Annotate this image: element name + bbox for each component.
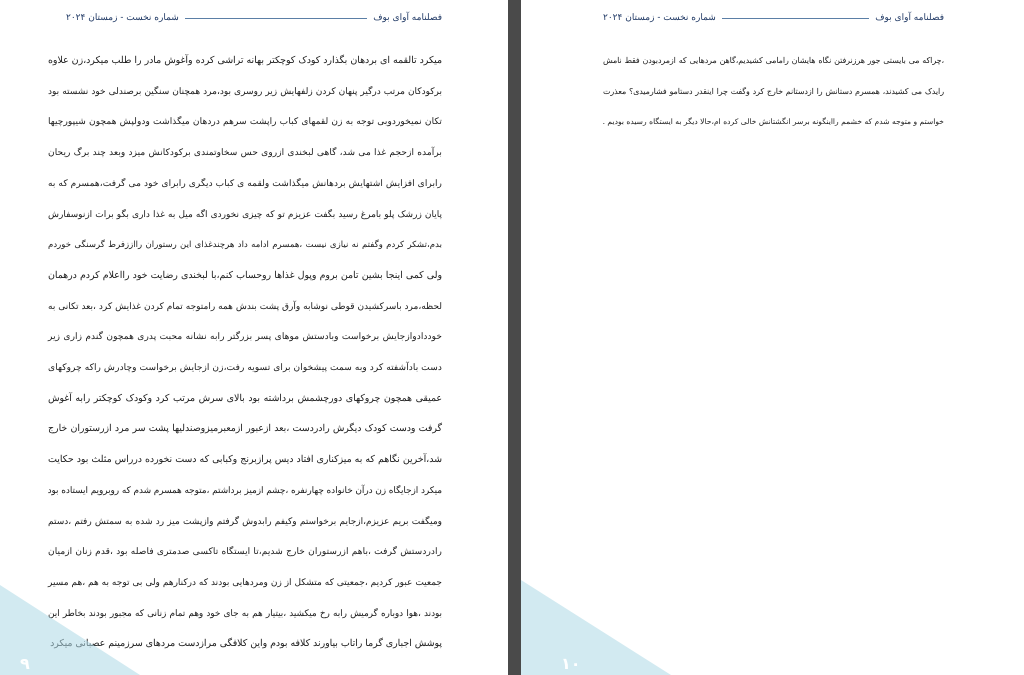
- document-page-right: [521, 0, 1024, 675]
- page-corner-decoration: [521, 580, 671, 675]
- text-line: ومیگفت بریم عزیزم،ازجایم برخواستم وکیفم رابدوش گرفتم وازپشت میز رد شده به سمتش رفتم ،دستم: [48, 516, 442, 527]
- page-body-text: [603, 46, 944, 138]
- journal-title: فصلنامه آوای بوف: [373, 13, 442, 23]
- text-line: شد،آخرین نگاهم که به میزکناری افتاد دیس پرازبرنج وکبابی که دست نخورده درراس مثلث بود حکایت: [48, 454, 442, 466]
- issue-label: شماره نخست - زمستان ۲۰۲۴: [66, 13, 179, 23]
- text-line: رایدک می کشیدند، همسرم دستانش را ازدستانم خارج کرد وگفت چرا اینقدر دستامو فشارمیدی؟ معذرت: [603, 86, 944, 96]
- page-number: ۹: [20, 654, 30, 673]
- text-line: میکرد ازجایگاه زن درآن خانواده چهارنفره ،چشم ازمیز برداشتم ،متوجه همسرم شدم که روبرویم ایستاده بود: [47, 485, 442, 496]
- text-line: جمعیت عبور کردیم ،جمعیتی که متشکل از زن ومردهایی بودند که درکنارهم ولی بی توجه به هم ،هم مسیر: [48, 577, 442, 588]
- text-line: برآمده ازحجم غذا می شد، گاهی لبخندی ازروی حس سخاوتمندی برکودکانش میزد وبعد چند برگ ریحان: [48, 147, 442, 159]
- text-line: برکودکان مرتب درگیر پنهان کردن زلفهایش زیر روسری بود،مرد همچنان سنگین برصندلی خود نشسته بود: [48, 86, 442, 97]
- text-line: رادردستش گرفت ،باهم ازرستوران خارج شدیم،تا ایستگاه تاکسی صدمتری فاصله بود ،قدم زنان ازمیان: [48, 546, 442, 558]
- text-line: تکان نمیخوردوبی توجه به زن لقمهای کباب راپشت سرهم دردهان میگذاشت ودولپش همچون شیپورچیها: [48, 116, 442, 128]
- text-line: عمیقی همچون چروکهای دورچشمش برداشته بود بالای سرش مرتب کرد وکودک کوچکتر رابه آغوش: [48, 392, 442, 404]
- text-line: میکرد تالقمه ای بردهان بگذارد کودک کوچکتر بهانه تراشی کرده وآغوش مادر را طلب میکرد،زن علاوه: [48, 55, 442, 66]
- page-header: [66, 13, 442, 23]
- text-line: خواستم و متوجه شدم که خشمم رااینگونه برسر انگشتانش خالی کرده ام،حالا دیگر به ایستگاه رسیده بودیم .: [602, 117, 944, 127]
- header-rule: [185, 18, 367, 19]
- text-line: ،چراکه می بایستی جور هرزنرفتن نگاه هایشان رامامی کشیدیم،گاهن مردهایی که ازمردبودن فقط نامش: [603, 56, 944, 65]
- document-page-left: [0, 0, 508, 675]
- text-line: خوددادوازجایش برخواست وبادستش موهای پسر بزرگتر رابه نشانه محبت پدری همچون گندم زاری زیر: [48, 331, 442, 343]
- journal-title: فصلنامه آوای بوف: [875, 13, 944, 23]
- text-line: لحظه،مرد باسرکشیدن قوطی نوشابه وآرق پشت بندش همه رامتوجه تمام کردن غذایش کرد ،بعد تکانی به: [48, 301, 442, 312]
- text-line: دست بادآشفته کرد وبه سمت پیشخوان برای تسویه رفت،زن ازجایش برخواست وچادرش راکه چروکهای: [48, 362, 442, 374]
- text-line: پوشش اجباری گرما راتاب بیاورند کلافه بودم واین کلافگی مرازدست مردهای سرزمینم عصبانی میکرد: [50, 638, 442, 650]
- issue-label: شماره نخست - زمستان ۲۰۲۴: [603, 13, 716, 23]
- page-body-text: [48, 46, 442, 660]
- text-line: بدم،تشکر کردم وگفتم نه نیازی نیست ،همسرم ادامه داد هرچندغذای این رستوران رااززفرط گرسنگی خوردم: [48, 240, 442, 251]
- text-line: رابرای افزایش اشتهایش بردهانش میگذاشت ولقمه ی کباب دیگری رابرای خود می گرفت،همسرم که به: [48, 177, 442, 189]
- page-header: [603, 13, 944, 23]
- page-number: ۱۰: [561, 654, 581, 673]
- header-rule: [722, 18, 869, 19]
- text-line: گرفت ودست کودک دیگرش رادردست ،بعد ازعبور ازمعبرمیزوصندلیها پشت سر مرد ازرستوران خارج: [48, 423, 442, 435]
- text-line: بودند ،هوا دوباره گرمیش رابه رخ میکشید ،بیتیار هم به جای خود وهم تمام زنانی که مجبور بودند بخاطر این: [48, 608, 442, 619]
- text-line: پایان زرشک پلو بامرغ رسید بگفت عزیزم تو که چیزی نخوردی اگه میل به غذا داری بگو برات ازنوسفارش: [48, 209, 442, 220]
- text-line: ولی کمی اینجا بشین تامن بروم وپول غذاها روحساب کنم،با لبخندی رضایت خود رااعلام کردم درهمان: [48, 269, 442, 281]
